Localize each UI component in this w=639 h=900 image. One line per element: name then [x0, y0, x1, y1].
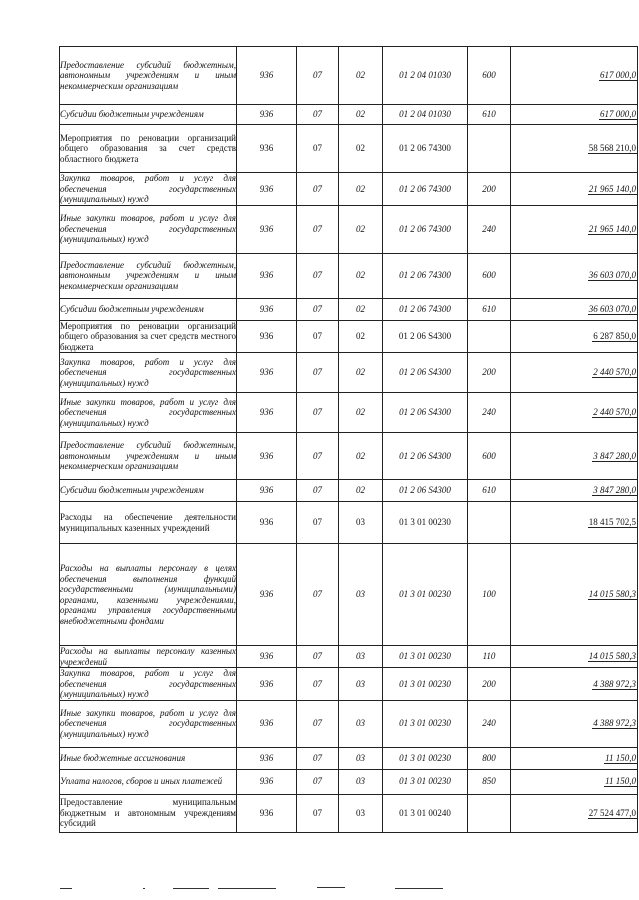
row-csr: 01 2 06 S4300 [383, 433, 468, 480]
row-csr: 01 2 06 S4300 [383, 480, 468, 502]
amount-value: 3 847 280,0 [593, 485, 636, 496]
row-gr: 936 [237, 253, 297, 298]
row-name: Расходы на выплаты персоналу в целях обеспечения выполнения функций государственными (муниципальными) органами, казенными учреждениями, органами управления государственными внебюджетными фондами [60, 544, 237, 646]
row-name: Закупка товаров, работ и услуг для обеспечения государственных (муниципальных) нужд [60, 353, 237, 393]
row-name: Иные закупки товаров, работ и услуг для обеспечения государственных (муниципальных) нужд [60, 700, 237, 747]
row-csr: 01 3 01 00230 [383, 769, 468, 794]
row-name: Субсидии бюджетным учреждениям [60, 105, 237, 125]
row-name: Закупка товаров, работ и услуг для обеспечения государственных (муниципальных) нужд [60, 173, 236, 204]
row-name: Субсидии бюджетным учреждениям [60, 480, 237, 502]
row-pr: 02 [339, 320, 383, 353]
row-rz: 07 [297, 544, 339, 646]
amount-value: 36 603 070,0 [588, 270, 636, 281]
amount-value: 11 150,0 [605, 776, 636, 787]
row-gr: 936 [237, 105, 297, 125]
row-pr: 03 [339, 794, 383, 832]
row-gr: 936 [237, 747, 297, 769]
row-csr: 01 2 04 01030 [383, 47, 468, 105]
amount-value: 6 287 850,0 [593, 331, 636, 341]
row-name: Мероприятия по реновации организаций общего образования за счет средств областного бюджета [60, 125, 237, 173]
amount-value: 21 965 140,0 [588, 223, 636, 234]
row-vr: 850 [468, 769, 511, 794]
row-name: Предоставление субсидий бюджетным, автономным учреждениям и иным некоммерческим организациям [60, 47, 237, 105]
amount-value: 11 150,0 [605, 752, 636, 763]
row-vr: 110 [468, 646, 511, 668]
row-gr: 936 [237, 320, 297, 353]
row-rz: 07 [297, 105, 339, 125]
row-csr: 01 3 01 00230 [383, 502, 468, 544]
row-csr: 01 2 06 S4300 [383, 393, 468, 433]
row-pr: 02 [339, 173, 383, 206]
row-gr: 936 [237, 700, 297, 747]
row-gr: 936 [237, 502, 297, 544]
amount-value: 58 568 210,0 [588, 143, 636, 154]
divider [173, 888, 209, 889]
row-gr: 936 [237, 433, 297, 480]
row-vr: 200 [468, 353, 511, 393]
row-vr: 610 [468, 105, 511, 125]
amount-value: 18 415 702,5 [588, 517, 636, 528]
row-gr: 936 [237, 668, 297, 701]
amount-value: 2 440 570,0 [593, 407, 636, 418]
row-rz: 07 [297, 393, 339, 433]
row-vr: 240 [468, 700, 511, 747]
row-vr: 600 [468, 47, 511, 105]
row-name: Иные бюджетные ассигнования [60, 747, 237, 769]
row-name: Субсидии бюджетным учреждениям [60, 298, 237, 320]
row-name: Расходы на выплаты персоналу казенных учреждений [60, 646, 236, 667]
row-vr: 240 [468, 205, 511, 253]
row-csr: 01 2 06 74300 [383, 205, 468, 253]
row-pr: 02 [339, 105, 383, 125]
row-name: Закупка товаров, работ и услуг для обеспечения государственных (муниципальных) нужд [60, 668, 236, 699]
row-pr: 02 [339, 298, 383, 320]
row-pr: 02 [339, 253, 383, 298]
row-rz: 07 [297, 173, 339, 206]
row-name: Мероприятия по реновации организаций общего образования за счет средств местного бюджета [60, 320, 236, 352]
row-rz: 07 [297, 353, 339, 393]
row-vr: 800 [468, 747, 511, 769]
row-pr: 03 [339, 668, 383, 701]
row-rz: 07 [297, 794, 339, 832]
row-pr: 02 [339, 205, 383, 253]
row-gr: 936 [237, 769, 297, 794]
row-pr: 03 [339, 700, 383, 747]
divider [218, 888, 276, 889]
row-csr: 01 2 06 74300 [383, 173, 468, 206]
row-rz: 07 [297, 125, 339, 173]
row-csr: 01 3 01 00230 [383, 700, 468, 747]
row-pr: 02 [339, 47, 383, 105]
row-rz: 07 [297, 502, 339, 544]
row-csr: 01 2 04 01030 [383, 105, 468, 125]
row-gr: 936 [237, 544, 297, 646]
amount-value: 4 388 972,3 [593, 718, 636, 729]
row-vr: 610 [468, 480, 511, 502]
row-pr: 03 [339, 502, 383, 544]
row-rz: 07 [297, 253, 339, 298]
amount-value: 617 000,0 [600, 70, 636, 81]
row-gr: 936 [237, 298, 297, 320]
divider [143, 888, 145, 889]
row-rz: 07 [297, 480, 339, 502]
row-csr: 01 3 01 00240 [383, 794, 468, 832]
row-gr: 936 [237, 794, 297, 832]
row-csr: 01 3 01 00230 [383, 668, 468, 701]
row-gr: 936 [237, 205, 297, 253]
row-pr: 02 [339, 125, 383, 173]
row-csr: 01 3 01 00230 [383, 747, 468, 769]
row-vr: 240 [468, 393, 511, 433]
row-csr: 01 2 06 74300 [383, 125, 468, 173]
row-vr: 200 [468, 668, 511, 701]
row-csr: 01 3 01 00230 [383, 544, 468, 646]
row-gr: 936 [237, 393, 297, 433]
row-rz: 07 [297, 433, 339, 480]
row-vr: 200 [468, 173, 511, 206]
row-name: Иные закупки товаров, работ и услуг для обеспечения государственных (муниципальных) нужд [60, 393, 237, 433]
divider [60, 888, 72, 889]
row-name: Иные закупки товаров, работ и услуг для обеспечения государственных (муниципальных) нужд [60, 205, 237, 253]
amount-value: 27 524 477,0 [588, 807, 636, 818]
row-gr: 936 [237, 646, 297, 668]
row-pr: 02 [339, 393, 383, 433]
row-pr: 02 [339, 480, 383, 502]
amount-value: 617 000,0 [600, 109, 636, 120]
amount-value: 3 847 280,0 [593, 450, 636, 461]
row-name: Предоставление субсидий бюджетным, автономным учреждениям и иным некоммерческим организациям [60, 433, 237, 480]
amount-value: 21 965 140,0 [588, 183, 636, 194]
amount-value: 14 015 580,3 [588, 589, 636, 600]
amount-value: 2 440 570,0 [593, 367, 636, 378]
row-name: Уплата налогов, сборов и иных платежей [60, 769, 237, 794]
row-name: Предоставление муниципальным бюджетным и автономным учреждениям субсидий [60, 794, 237, 832]
row-gr: 936 [237, 480, 297, 502]
row-vr: 600 [468, 253, 511, 298]
divider [395, 888, 443, 889]
row-vr: 100 [468, 544, 511, 646]
row-rz: 07 [297, 668, 339, 701]
row-pr: 03 [339, 544, 383, 646]
row-rz: 07 [297, 747, 339, 769]
row-csr: 01 3 01 00230 [383, 646, 468, 668]
row-rz: 07 [297, 646, 339, 668]
amount-value: 4 388 972,3 [593, 678, 636, 689]
row-gr: 936 [237, 47, 297, 105]
row-pr: 02 [339, 433, 383, 480]
row-csr: 01 2 06 S4300 [383, 353, 468, 393]
row-rz: 07 [297, 700, 339, 747]
amount-value: 14 015 580,3 [588, 651, 636, 662]
row-pr: 03 [339, 747, 383, 769]
row-rz: 07 [297, 298, 339, 320]
row-name: Предоставление субсидий бюджетным, автономным учреждениям и иным некоммерческим организациям [60, 253, 237, 298]
row-rz: 07 [297, 47, 339, 105]
row-rz: 07 [297, 205, 339, 253]
row-gr: 936 [237, 173, 297, 206]
row-csr: 01 2 06 74300 [383, 298, 468, 320]
row-name: Расходы на обеспечение деятельности муниципальных казенных учреждений [60, 502, 237, 544]
row-vr: 610 [468, 298, 511, 320]
row-gr: 936 [237, 125, 297, 173]
row-rz: 07 [297, 320, 339, 353]
divider [317, 887, 345, 888]
row-csr: 01 2 06 S4300 [383, 320, 468, 353]
row-pr: 03 [339, 646, 383, 668]
row-pr: 03 [339, 769, 383, 794]
row-pr: 02 [339, 353, 383, 393]
row-vr: 600 [468, 433, 511, 480]
row-gr: 936 [237, 353, 297, 393]
row-csr: 01 2 06 74300 [383, 253, 468, 298]
row-rz: 07 [297, 769, 339, 794]
amount-value: 36 603 070,0 [588, 303, 636, 314]
